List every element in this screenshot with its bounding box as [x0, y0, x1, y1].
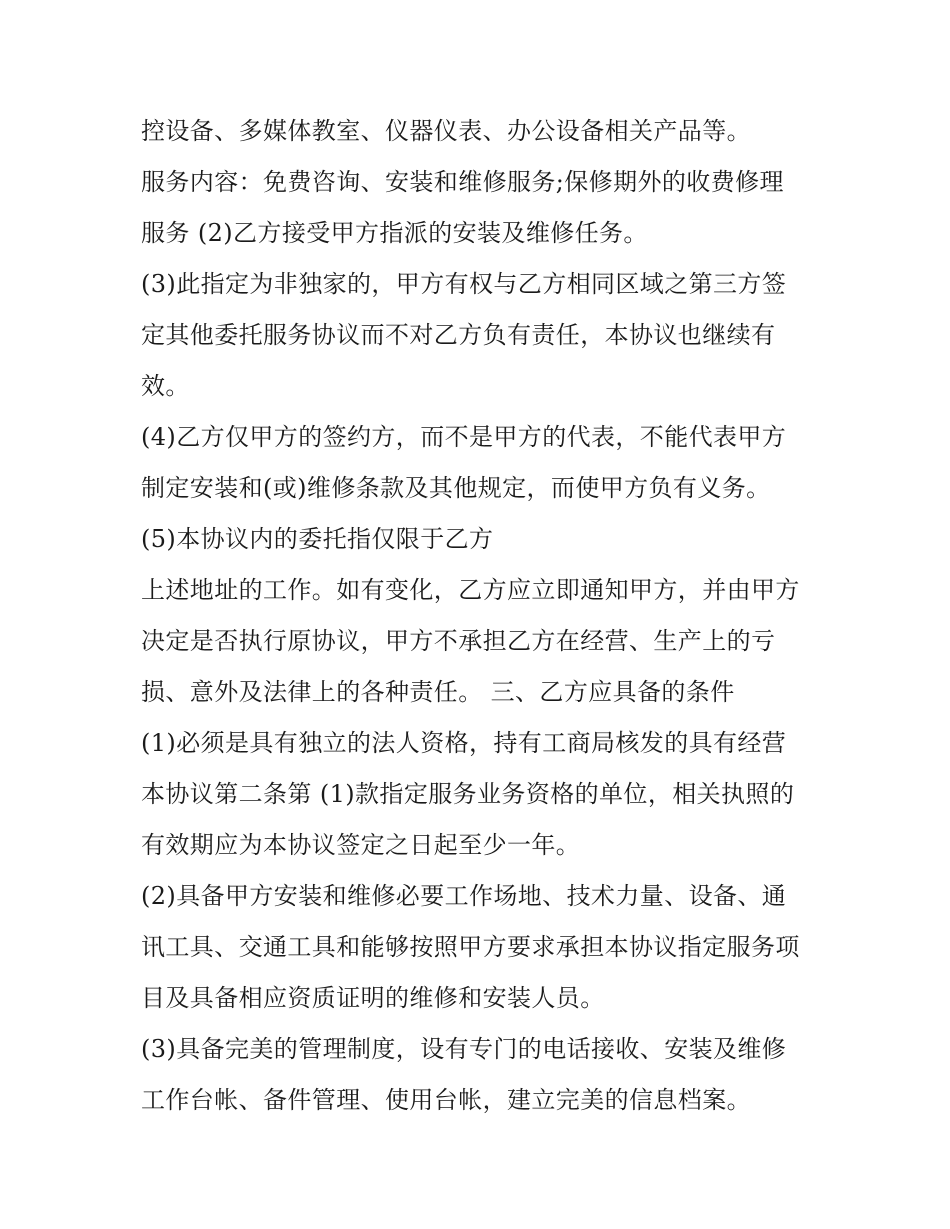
text-line: 本协议第二条第 (1)款指定服务业务资格的单位，相关执照的	[141, 780, 795, 808]
text-line: (3)此指定为非独家的，甲方有权与乙方相同区域之第三方签	[141, 270, 787, 298]
text-line: (5)本协议内的委托指仅限于乙方	[141, 525, 494, 553]
text-line: 目及具备相应资质证明的维修和安装人员。	[141, 984, 605, 1012]
text-line: 上述地址的工作。如有变化，乙方应立即通知甲方，并由甲方	[141, 576, 800, 604]
text-line: 决定是否执行原协议，甲方不承担乙方在经营、生产上的亏	[141, 627, 776, 655]
text-line: 讯工具、交通工具和能够按照甲方要求承担本协议指定服务项	[141, 933, 800, 961]
text-line: 定其他委托服务协议而不对乙方负有责任，本协议也继续有	[141, 321, 776, 349]
text-line: 控设备、多媒体教室、仪器仪表、办公设备相关产品等。	[141, 117, 751, 145]
text-line: 有效期应为本协议签定之日起至少一年。	[141, 831, 581, 859]
text-line: (4)乙方仅甲方的签约方，而不是甲方的代表，不能代表甲方	[141, 423, 787, 451]
text-line: 服务 (2)乙方接受甲方指派的安装及维修任务。	[141, 219, 648, 247]
text-line: 工作台帐、备件管理、使用台帐，建立完美的信息档案。	[141, 1086, 751, 1114]
text-line: 损、意外及法律上的各种责任。 三、乙方应具备的条件	[141, 678, 735, 706]
text-line: 服务内容：免费咨询、安装和维修服务;保修期外的收费修理	[141, 168, 784, 196]
text-line: 制定安装和(或)维修条款及其他规定，而使甲方负有义务。	[141, 474, 771, 502]
document-body	[141, 106, 821, 1126]
text-line: (3)具备完美的管理制度，设有专门的电话接收、安装及维修	[141, 1035, 787, 1063]
text-line: (2)具备甲方安装和维修必要工作场地、技术力量、设备、通	[141, 882, 787, 910]
text-line: 效。	[141, 372, 190, 400]
text-line: (1)必须是具有独立的法人资格，持有工商局核发的具有经营	[141, 729, 787, 757]
